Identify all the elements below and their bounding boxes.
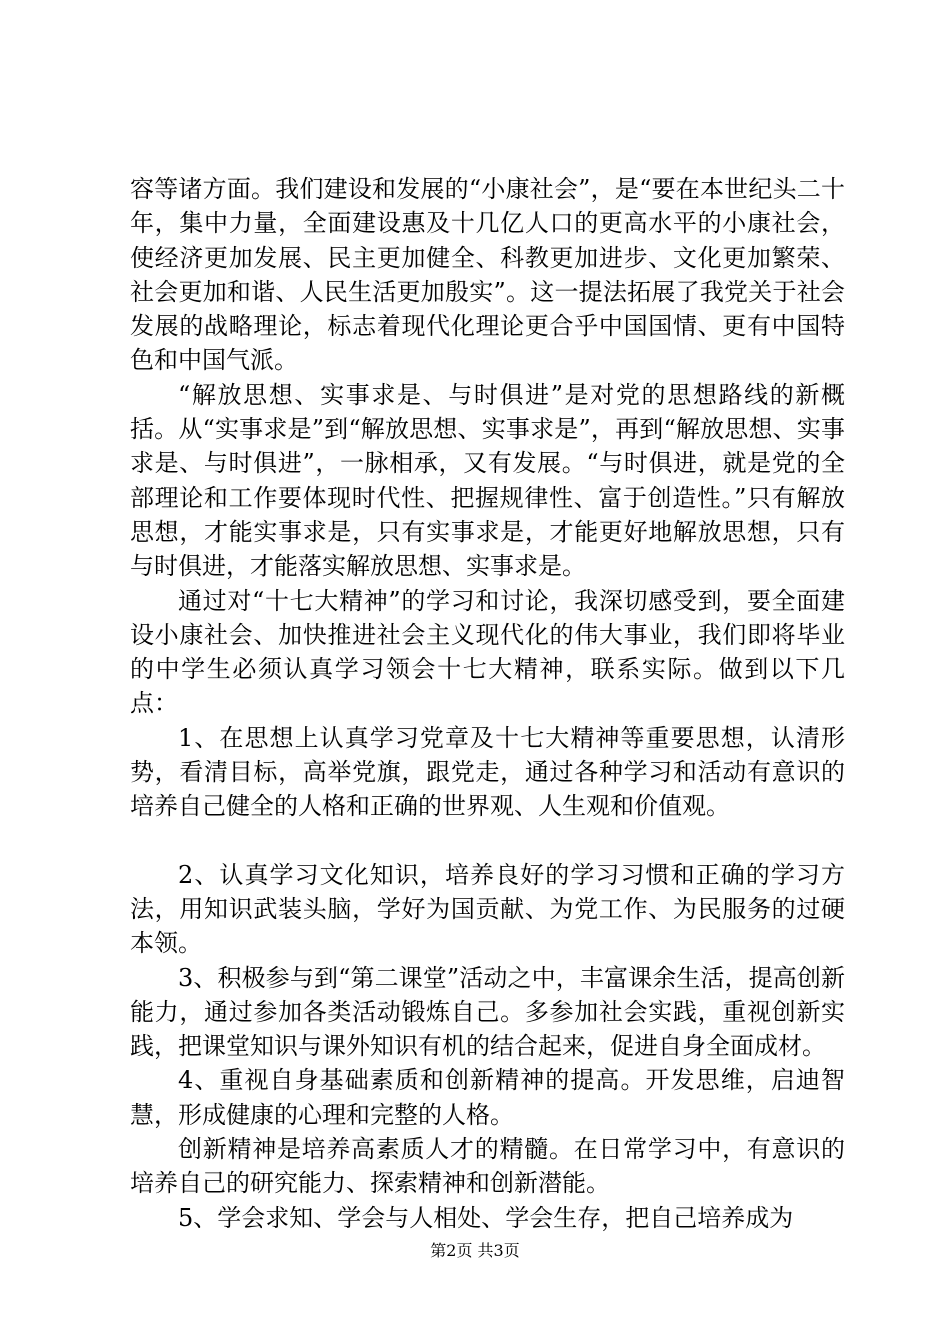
list-item-4: 4、重视自身基础素质和创新精神的提高。开发思维，启迪智慧，形成健康的心理和完整的人格。 — [130, 1066, 845, 1129]
paragraph-ideological-line: “解放思想、实事求是、与时俱进”是对党的思想路线的新概括。从“实事求是”到“解放思想、实事求是”，再到“解放思想、实事求是、与时俱进”，一脉相承，又有发展。“与时俱进，就是党的全部理论和工作要体现时代性、把握规律性、富于创造性。”只有解放思想，才能实事求是，只有实事求是，才能更好地解放思想，只有与时俱进，才能落实解放思想、实事求是。 — [130, 380, 845, 581]
document-body — [130, 172, 845, 1235]
page-number-footer: 第2页 共3页 — [430, 1241, 520, 1260]
paragraph-continuation: 容等诸方面。我们建设和发展的“小康社会”，是“要在本世纪头二十年，集中力量，全面建设惠及十几亿人口的更高水平的小康社会，使经济更加发展、民主更加健全、科教更加进步、文化更加繁荣、社会更加和谐、人民生活更加殷实”。这一提法拓展了我党关于社会发展的战略理论，标志着现代化理论更合乎中国国情、更有中国特色和中国气派。 — [130, 175, 845, 375]
list-item-2: 2、认真学习文化知识，培养良好的学习习惯和正确的学习方法，用知识武装头脑，学好为国贡献、为党工作、为民服务的过硬本领。 — [130, 860, 845, 958]
list-item-3: 3、积极参与到“第二课堂”活动之中，丰富课余生活，提高创新能力，通过参加各类活动锻炼自己。多参加社会实践，重视创新实践，把课堂知识与课外知识有机的结合起来，促进自身全面成材。 — [130, 963, 845, 1061]
paragraph-innovation: 创新精神是培养高素质人才的精髓。在日常学习中，有意识的培养自己的研究能力、探索精神和创新潜能。 — [130, 1135, 845, 1198]
list-item-5: 5、学会求知、学会与人相处、学会生存，把自己培养成为 — [178, 1203, 794, 1232]
paragraph-study-reflection: 通过对“十七大精神”的学习和讨论，我深切感受到，要全面建设小康社会、加快推进社会主义现代化的伟大事业，我们即将毕业的中学生必须认真学习领会十七大精神，联系实际。做到以下几点： — [130, 586, 845, 718]
list-item-1: 1、在思想上认真学习党章及十七大精神等重要思想，认清形势，看清目标，高举党旗，跟党走，通过各种学习和活动有意识的培养自己健全的人格和正确的世界观、人生观和价值观。 — [130, 723, 845, 821]
